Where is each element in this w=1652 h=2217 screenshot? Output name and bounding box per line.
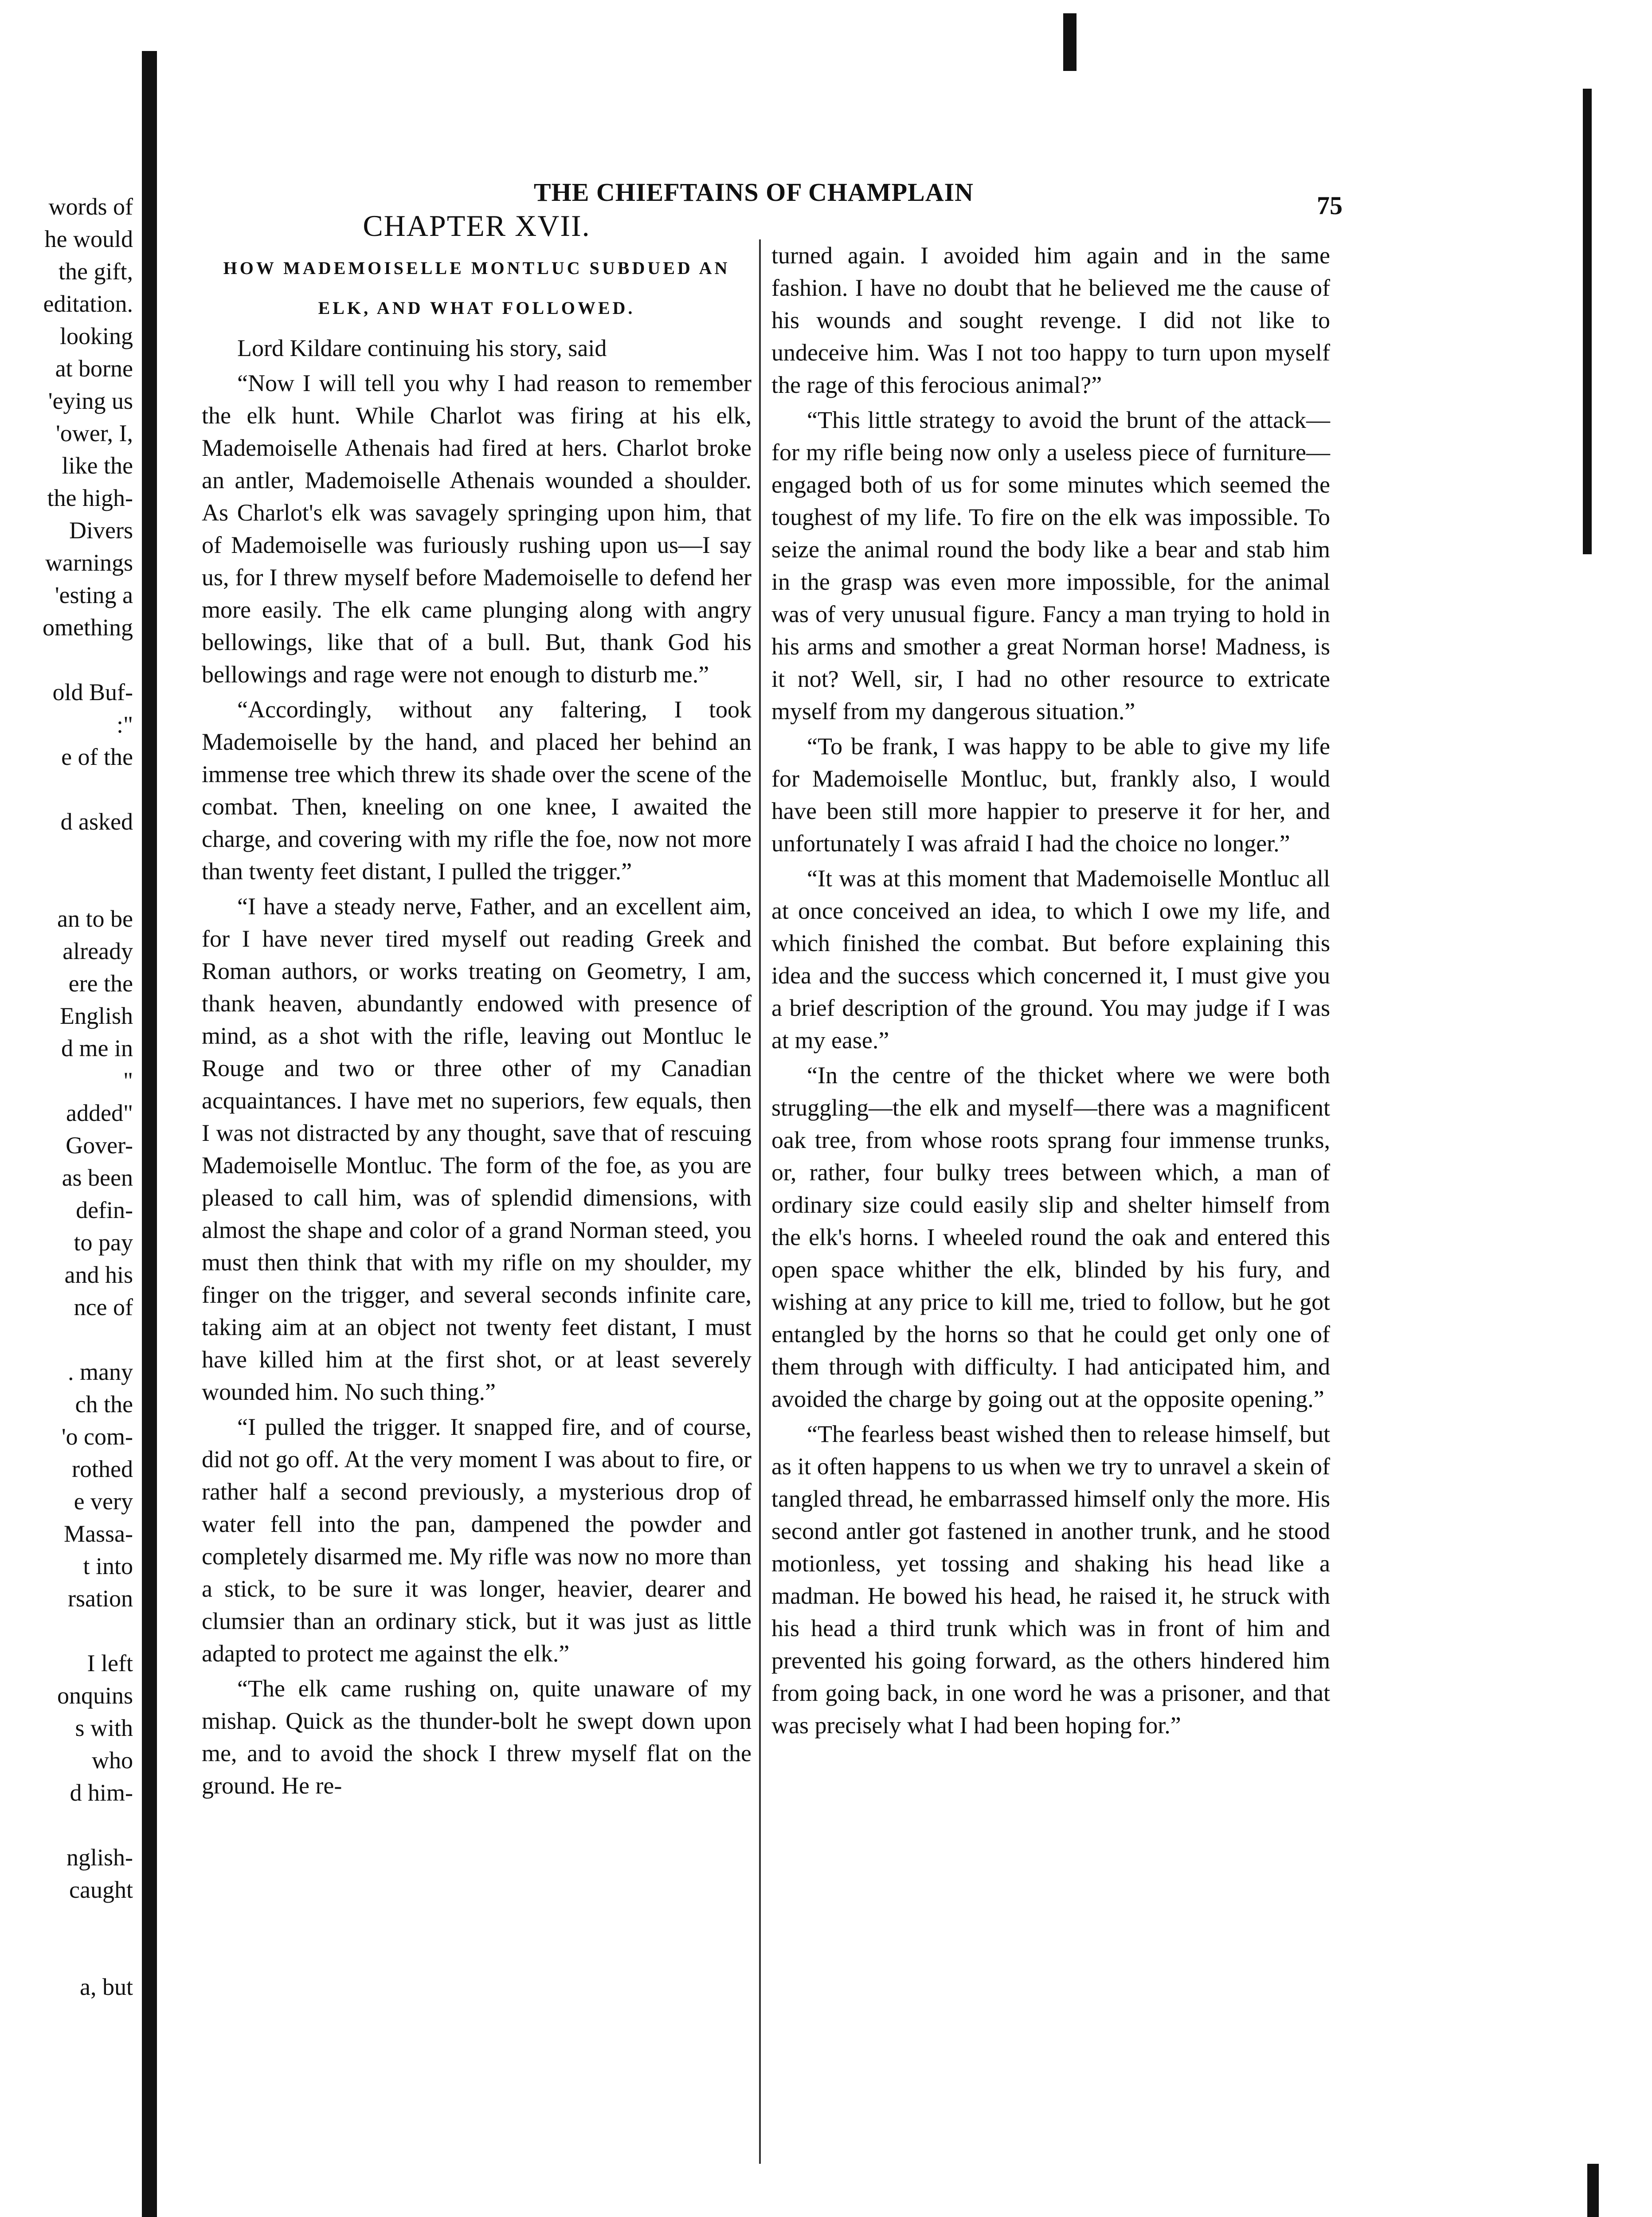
facing-page-fragment: d asked (60, 808, 133, 835)
chapter-heading: CHAPTER XVII. (363, 209, 591, 243)
facing-page-fragment: 'ower, I, (56, 420, 133, 447)
facing-page-fragment: d him- (70, 1779, 133, 1806)
facing-page-fragment: I left (87, 1650, 133, 1676)
text-column-right (771, 239, 1330, 1744)
facing-page-fragment: looking (59, 323, 133, 349)
facing-page-fragment: old Buf- (52, 679, 133, 705)
facing-page-fragments (0, 191, 133, 2053)
facing-page-fragment: warnings (45, 549, 133, 576)
text-column-left (202, 208, 752, 1805)
facing-page-fragment: the high- (47, 485, 133, 511)
chapter-subtitle-line-1: HOW MADEMOISELLE MONTLUC SUBDUED AN (223, 258, 730, 278)
facing-page-fragment: defin- (76, 1197, 133, 1223)
facing-page-fragment: 'eying us (48, 388, 133, 414)
facing-page-fragment: 'o com- (61, 1423, 133, 1450)
facing-page-fragment: e very (74, 1488, 133, 1515)
paragraph: “In the centre of the thicket where we were both struggling—the elk and myself—there was a magnificent oak tree, from whose roots sprang four immense trunks, or, rather, four bulky trees between which, a man of ordinary size could easily slip and shelter himself from the elk's horns. I wheeled round the oak and entered this open space whither the elk, blinded by his fury, and wishing at any price to kill me, tried to follow, but he got entangled by the horns so that he could get only one of them through with difficulty. I had anticipated him, and avoided the charge by going out at the opposite opening.” (771, 1062, 1330, 1412)
facing-page-fragment: " (123, 1067, 133, 1094)
facing-page-fragment: Gover- (66, 1132, 133, 1159)
facing-page-fragment: s with (75, 1715, 133, 1741)
facing-page-fragment: nce of (74, 1294, 133, 1320)
paragraph: “It was at this moment that Mademoiselle Montluc all at once conceived an idea, to which I owe my life, and which finished the combat. But before explaining this idea and the success which concerned it, I must give you a brief description of the ground. You may judge if I was at my ease.” (771, 865, 1330, 1054)
facing-page-fragment: and his (64, 1261, 133, 1288)
right-page-edge-mark (1583, 89, 1592, 554)
facing-page-fragment: words of (48, 193, 133, 220)
facing-page-fragment: English (59, 1003, 133, 1029)
facing-page-fragment: t into (83, 1553, 133, 1579)
facing-page-fragment: e of the (61, 744, 133, 770)
facing-page-fragment: 'esting a (55, 582, 133, 608)
paragraph: “The fearless beast wished then to release himself, but as it often happens to us when we try to unravel a skein of tangled thread, he embarrassed himself only the more. His second antler got fastened in another trunk, and he stood motionless, yet tossing and shaking his head like a madman. He bowed his head, he raised it, he struck with his head a third trunk which was in front of him and prevented his going forward, as the others hindered him from going back, in one word he was a prisoner, and that was precisely what I had been hoping for.” (771, 1421, 1330, 1739)
facing-page-fragment: an to be (57, 905, 133, 932)
paragraph: Lord Kildare continuing his story, said (237, 335, 607, 361)
facing-page-fragment: ch the (75, 1391, 133, 1418)
bottom-right-scan-mark (1587, 2164, 1599, 2217)
paragraph: “The elk came rushing on, quite unaware of my mishap. Quick as the thunder-bolt he swept down upon me, and to avoid the shock I threw myself flat on the ground. He re- (202, 1675, 752, 1799)
facing-page-fragment: a, but (80, 1974, 133, 2000)
facing-page-fragment: the gift, (59, 258, 133, 285)
page-number: 75 (1317, 191, 1343, 220)
paragraph: “Accordingly, without any faltering, I took Mademoiselle by the hand, and placed her behind an immense tree which threw its shade over the scene of the combat. Then, kneeling on one knee, I awaited the charge, and covering with my rifle the foe, now not more than twenty feet distant, I pulled the trigger.” (202, 696, 752, 885)
facing-page-fragment: at borne (55, 355, 133, 382)
column-divider (759, 239, 761, 2164)
paragraph: “I pulled the trigger. It snapped fire, and of course, did not go off. At the very moment I was about to fire, or rather half a second previously, a mysterious drop of water fell into the pan, dampened the powder and completely disarmed me. My rifle was now no more than a stick, to be sure it was longer, heavier, dearer and clumsier than an ordinary stick, but it was just as little adapted to protect me against the elk.” (202, 1414, 752, 1667)
paragraph: “I have a steady nerve, Father, and an excellent aim, for I have never tired myself out reading Greek and Roman authors, or works treating on Geometry, I am, thank heaven, abundantly endowed with presence of mind, as a shot with the rifle, leaving out Montluc le Rouge and two or three other of my Canadian acquaintances. I have met no superiors, few equals, then I was not distracted by any thought, save that of rescuing Mademoiselle Montluc. The form of the foe, as you are pleased to call him, was of splendid dimensions, with almost the shape and color of a grand Norman steed, you must then think that with my rifle on my shoulder, my finger on the trigger, and several seconds infinite care, taking aim at an object not twenty feet distant, I must have killed him at the first shot, or at least severely wounded him. No such thing.” (202, 893, 752, 1405)
paragraph: “Now I will tell you why I had reason to remember the elk hunt. While Charlot was firing at his elk, Mademoiselle Athenais had fired at hers. Charlot broke an antler, Mademoiselle Athenais wounded a shoulder. As Charlot's elk was savagely springing upon him, that of Mademoiselle was furiously rushing upon us—I say us, for I threw myself before Mademoiselle to defend her more easily. The elk came plunging along with angry bellowings, like that of a bull. But, thank God his bellowings and rage were not enough to disturb me.” (202, 370, 752, 688)
facing-page-fragment: Massa- (64, 1520, 133, 1547)
left-page-edge-shadow (142, 51, 157, 2217)
paragraph: “This little strategy to avoid the brunt of the attack—for my rifle being now only a useless piece of furniture—engaged both of us for some minutes which seemed the toughest of my life. To fire on the elk was impossible. To seize the animal round the body like a bear and stab him in the grasp was even more impossible, for the animal was of very unusual figure. Fancy a man trying to hold in his arms and smother a great Norman horse! Madness, is it not? Well, sir, I had no other resource to extricate myself from my dangerous situation.” (771, 407, 1330, 725)
right-column-body (771, 239, 1330, 1742)
facing-page-fragment: :" (116, 711, 133, 738)
top-scan-mark (1063, 13, 1077, 71)
facing-page-fragment: d me in (61, 1035, 133, 1061)
facing-page-fragment: added" (66, 1100, 133, 1126)
facing-page-fragment: he would (44, 226, 133, 252)
paragraph: turned again. I avoided him again and in the same fashion. I have no doubt that he believed me the cause of his wounds and sought revenge. I did not like to undeceive him. Was I not too happy to turn upon myself the rage of this ferocious animal?” (771, 242, 1330, 398)
paragraph: “To be frank, I was happy to be able to give my life for Mademoiselle Montluc, but, frankly also, I would have been still more happier to preserve it for her, and unfortunately I was afraid I had the choice no longer.” (771, 733, 1330, 857)
facing-page-fragment: editation. (43, 290, 133, 317)
facing-page-fragment: onquins (57, 1682, 133, 1709)
chapter-subtitle-line-2: ELK, AND WHAT FOLLOWED. (318, 298, 635, 318)
facing-page-fragment: like the (62, 452, 133, 479)
facing-page-fragment: nglish- (66, 1844, 133, 1871)
left-column-body (202, 332, 752, 1802)
facing-page-fragment: as been (62, 1164, 133, 1191)
facing-page-fragment: . many (68, 1359, 133, 1385)
facing-page-fragment: Divers (69, 517, 133, 544)
facing-page-fragment: caught (69, 1876, 133, 1903)
facing-page-fragment: rsation (68, 1585, 133, 1612)
facing-page-fragment: omething (43, 614, 133, 641)
facing-page-fragment: rothed (72, 1456, 133, 1482)
facing-page-fragment: already (63, 938, 133, 964)
running-head: THE CHIEFTAINS OF CHAMPLAIN (533, 178, 974, 207)
facing-page-fragment: ere the (68, 970, 133, 997)
facing-page-fragment: who (92, 1747, 133, 1774)
facing-page-fragment: to pay (74, 1229, 133, 1256)
